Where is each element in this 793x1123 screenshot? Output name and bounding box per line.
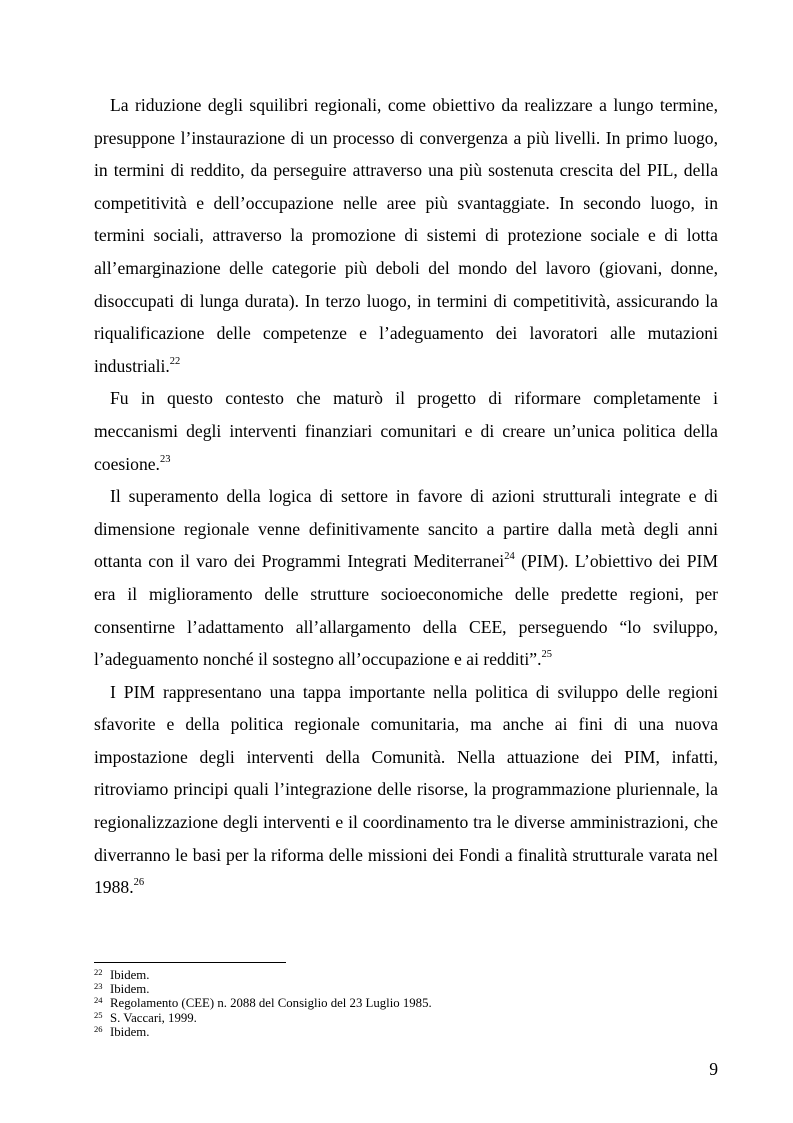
- paragraph: [94, 382, 718, 480]
- paragraph: [94, 89, 718, 382]
- text-run: I PIM rappresentano una tappa importante nella politica di sviluppo delle regioni sfavorite e della politica regionale comunitaria, ma anche ai fini di una nuova impostazione degli interventi della Comunità. Nella attuazione dei PIM, infatti, ritroviamo principi quali l’integrazione delle risorse, la programmazione pluriennale, la regionalizzazione degli interventi e il coordinamento tra le diverse amministrazioni, che diverranno le basi per la riforma delle missioni dei Fondi a finalità strutturale varata nel 1988.: [94, 681, 718, 898]
- footnote-text: Ibidem.: [110, 1024, 150, 1039]
- footnote-reference: 25: [541, 649, 552, 661]
- text-run: (PIM). L’obiettivo dei PIM era il miglioramento delle strutture socioeconomiche delle predette regioni, per consentirne l’adattamento all’allargamento della CEE, perseguendo “lo sviluppo, l’adeguamento nonché il sostegno all’occupazione e ai redditi”.: [94, 551, 718, 670]
- text-run: La riduzione degli squilibri regionali, come obiettivo da realizzare a lungo termine, presuppone l’instaurazione di un processo di convergenza a più livelli. In primo luogo, in termini di reddito, da perseguire attraverso una più sostenuta crescita del PIL, della competitività e dell’occupazione nelle aree più svantaggiate. In secondo luogo, in termini sociali, attraverso la promozione di sistemi di protezione sociale e di lotta all’emarginazione delle categorie più deboli del mondo del lavoro (giovani, donne, disoccupati di lunga durata). In terzo luogo, in termini di competitività, assicurando la riqualificazione delle competenze e l’adeguamento dei lavoratori alle mutazioni industriali.: [94, 95, 718, 376]
- footnote-separator: [94, 962, 286, 963]
- footnote: 26 Ibidem.: [94, 1023, 150, 1039]
- footnote-text: Ibidem.: [110, 968, 150, 982]
- footnote-reference: 26: [133, 877, 145, 889]
- footnotes: [94, 968, 718, 1039]
- paragraph: [94, 676, 718, 904]
- body-text: [94, 89, 718, 904]
- footnote-reference: 24: [504, 551, 515, 563]
- footnote-text: S. Vaccari, 1999.: [110, 1010, 197, 1025]
- footnote-text: Regolamento (CEE) n. 2088 del Consiglio del 23 Luglio 1985.: [110, 996, 432, 1011]
- footnote: 22 Ibidem.: [94, 967, 150, 982]
- text-run: Fu in questo contesto che maturò il progetto di riformare completamente i meccanismi degli interventi finanziari comunitari e di creare un’unica politica della coesione.: [94, 388, 718, 474]
- footnote: 24 Regolamento (CEE) n. 2088 del Consiglio del 23 Luglio 1985.: [94, 995, 432, 1011]
- footnote: 25 S. Vaccari, 1999.: [94, 1009, 197, 1025]
- footnote-reference: 23: [159, 453, 171, 465]
- paragraph: [94, 480, 718, 676]
- footnote-text: Ibidem.: [110, 982, 150, 997]
- footnote: 23 Ibidem.: [94, 981, 150, 997]
- footnote-reference: 22: [169, 355, 181, 367]
- text-run: Il superamento della logica di settore in favore di azioni strutturali integrate e di dimensione regionale venne definitivamente sancito a partire dalla metà degli anni ottanta con il varo dei Programmi Integrati Mediterranei: [94, 486, 718, 572]
- page-number: 9: [709, 1059, 718, 1079]
